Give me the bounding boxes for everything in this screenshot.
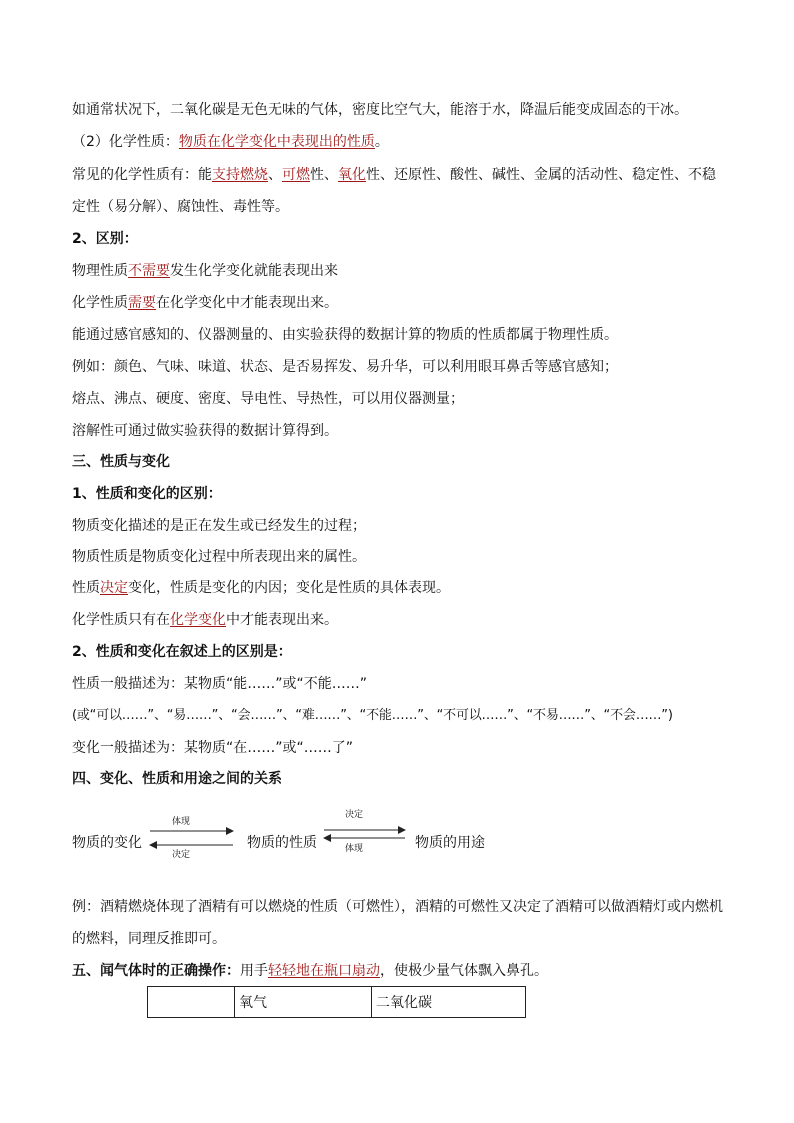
text-segment: ，使极少量气体飘入鼻孔。 [380, 963, 548, 979]
text-segment: 中才能表现出来。 [226, 612, 338, 628]
section-heading-4: 四、变化、性质和用途之间的关系 [72, 771, 282, 787]
underlined-term: 不需要 [128, 263, 170, 279]
text-segment: 变化，性质是变化的内因；变化是性质的具体表现。 [128, 580, 450, 596]
change-description: 物质变化描述的是正在发生或已经发生的过程； [72, 518, 366, 534]
text-segment: 用手 [240, 963, 268, 979]
table-cell: 氧气 [235, 987, 372, 1018]
text-segment: 常见的化学性质有：能 [72, 167, 212, 183]
underlined-term: 支持燃烧 [212, 167, 268, 183]
node-use: 物质的用途 [415, 835, 485, 851]
text-segment: 性质 [72, 580, 100, 596]
common-chemical-properties-continued: 定性（易分解）、腐蚀性、毒性等。 [72, 199, 289, 215]
text-segment: （2）化学性质： [72, 134, 179, 150]
underlined-term: 轻轻地在瓶口扇动 [268, 963, 380, 979]
section-heading-difference: 2、区别： [72, 231, 138, 247]
text-segment: 、 [268, 167, 282, 183]
arrow-label: 体现 [345, 844, 364, 854]
arrow-label: 体现 [172, 817, 191, 827]
arrow-label: 决定 [172, 850, 191, 860]
alcohol-example: 例：酒精燃烧体现了酒精有可以燃烧的性质（可燃性），酒精的可燃性又决定了酒精可以做酒精灯或内燃机 [72, 899, 723, 915]
text-segment: 化学性质只有在 [72, 612, 170, 628]
text-segment: 性、 [310, 167, 338, 183]
underlined-term: 需要 [128, 295, 156, 311]
paragraph-physical-example: 如通常状况下，二氧化碳是无色无味的气体，密度比空气大，能溶于水，降温后能变成固态的干冰。 [72, 102, 688, 118]
subheading-3-1: 1、性质和变化的区别： [72, 486, 222, 502]
property-wording-alternatives: (或“可以……”、“易……”、“会……”、“难……”、“不能……”、“不可以……”、“不易……”、“不会……”) [72, 708, 673, 723]
common-chemical-properties [72, 165, 716, 185]
underlined-term: 氧化 [338, 167, 366, 183]
arrow-label: 决定 [345, 810, 364, 820]
text-segment: 发生化学变化就能表现出来 [170, 263, 338, 279]
smelling-gas-instruction [72, 961, 548, 981]
property-description: 物质性质是物质变化过程中所表现出来的属性。 [72, 549, 366, 565]
section-heading-5: 五、闻气体时的正确操作： [72, 963, 240, 979]
difference-physical [72, 261, 338, 281]
text-segment: 。 [374, 134, 389, 150]
table-cell [148, 987, 235, 1018]
text-segment: 物理性质 [72, 263, 128, 279]
chemical-in-change [72, 610, 338, 630]
difference-chemical [72, 293, 338, 313]
example-solubility: 溶解性可通过做实验获得的数据计算得到。 [72, 423, 338, 439]
text-segment: 化学性质 [72, 295, 128, 311]
node-property: 物质的性质 [247, 835, 317, 851]
subheading-3-2: 2、性质和变化在叙述上的区别是： [72, 644, 292, 660]
table-row [148, 987, 526, 1018]
underlined-term: 可燃 [282, 167, 310, 183]
text-segment: 性、还原性、酸性、碱性、金属的活动性、稳定性、不稳 [366, 167, 716, 183]
underlined-term: 化学变化 [170, 612, 226, 628]
node-change: 物质的变化 [72, 835, 142, 851]
example-instruments: 熔点、沸点、硬度、密度、导电性、导热性，可以用仪器测量； [72, 391, 464, 407]
section-heading-3: 三、性质与变化 [72, 454, 170, 470]
property-wording: 性质一般描述为：某物质“能……”或“不能……” [72, 676, 368, 692]
text-segment: 在化学变化中才能表现出来。 [156, 295, 338, 311]
sense-paragraph: 能通过感官感知的、仪器测量的、由实验获得的数据计算的物质的性质都属于物理性质。 [72, 327, 618, 343]
alcohol-example-continued: 的燃料，同理反推即可。 [72, 931, 226, 947]
chemical-property-definition [72, 132, 389, 152]
table-cell: 二氧化碳 [372, 987, 526, 1018]
example-senses: 例如：颜色、气味、味道、状态、是否易挥发、易升华，可以利用眼耳鼻舌等感官感知； [72, 359, 618, 375]
property-determines-change [72, 578, 450, 598]
gas-comparison-table [147, 986, 526, 1018]
underlined-term: 物质在化学变化中表现出的性质 [178, 134, 375, 150]
change-wording: 变化一般描述为：某物质“在……”或“……了” [72, 740, 354, 756]
underlined-term: 决定 [100, 580, 128, 596]
